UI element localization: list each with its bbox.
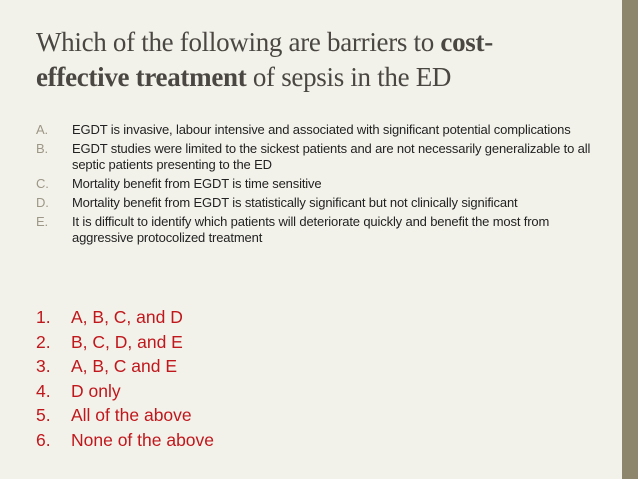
option-item-e xyxy=(36,214,606,246)
option-letter: D. xyxy=(36,195,49,210)
option-text: EGDT is invasive, labour intensive and associated with significant potential complications xyxy=(72,122,571,137)
answer-text: None of the above xyxy=(71,429,215,450)
option-text: It is difficult to identify which patients will deteriorate quickly and benefit the most from aggressive protocolized treatment xyxy=(72,214,550,245)
option-text: EGDT studies were limited to the sickest patients and are not necessarily generalizable to all septic patients presenting to the ED xyxy=(72,141,591,172)
answer-item-1 xyxy=(36,305,606,330)
option-item-a xyxy=(36,122,606,138)
answer-item-4 xyxy=(36,379,606,404)
option-letter: E. xyxy=(36,214,48,229)
answer-number: 2. xyxy=(36,331,51,352)
answer-item-5 xyxy=(36,403,606,428)
answer-text: A, B, C and E xyxy=(71,356,178,376)
option-letter: A. xyxy=(36,122,48,137)
answer-list xyxy=(36,305,606,452)
title-emphasis-cost: cost- xyxy=(440,27,493,57)
answer-text: B, C, D, and E xyxy=(71,331,183,352)
answer-number: 1. xyxy=(36,307,51,327)
option-list xyxy=(36,122,606,249)
answer-item-3 xyxy=(36,354,606,379)
answer-text: All of the above xyxy=(71,405,192,425)
title-text-end: of sepsis in the ED xyxy=(246,62,452,92)
answer-number: 5. xyxy=(36,405,51,425)
option-letter: C. xyxy=(36,176,49,191)
answer-number: 4. xyxy=(36,380,51,401)
option-letter: B. xyxy=(36,141,48,156)
title-emphasis-effective-treatment: effective treatment xyxy=(36,62,247,92)
option-item-b xyxy=(36,141,606,173)
answer-text: D only xyxy=(71,380,121,401)
answer-text: A, B, C, and D xyxy=(71,307,183,327)
option-item-c xyxy=(36,176,606,192)
answer-number: 3. xyxy=(36,356,51,376)
decorative-side-bar xyxy=(622,0,638,479)
answer-item-2 xyxy=(36,330,606,355)
option-text: Mortality benefit from EGDT is time sensitive xyxy=(72,176,322,191)
answer-item-6 xyxy=(36,428,606,453)
slide-title xyxy=(36,25,606,95)
option-item-d xyxy=(36,195,606,211)
title-text-start: Which of the following are barriers to xyxy=(36,27,441,57)
option-text: Mortality benefit from EGDT is statistically significant but not clinically significant xyxy=(72,195,518,210)
answer-number: 6. xyxy=(36,429,51,450)
